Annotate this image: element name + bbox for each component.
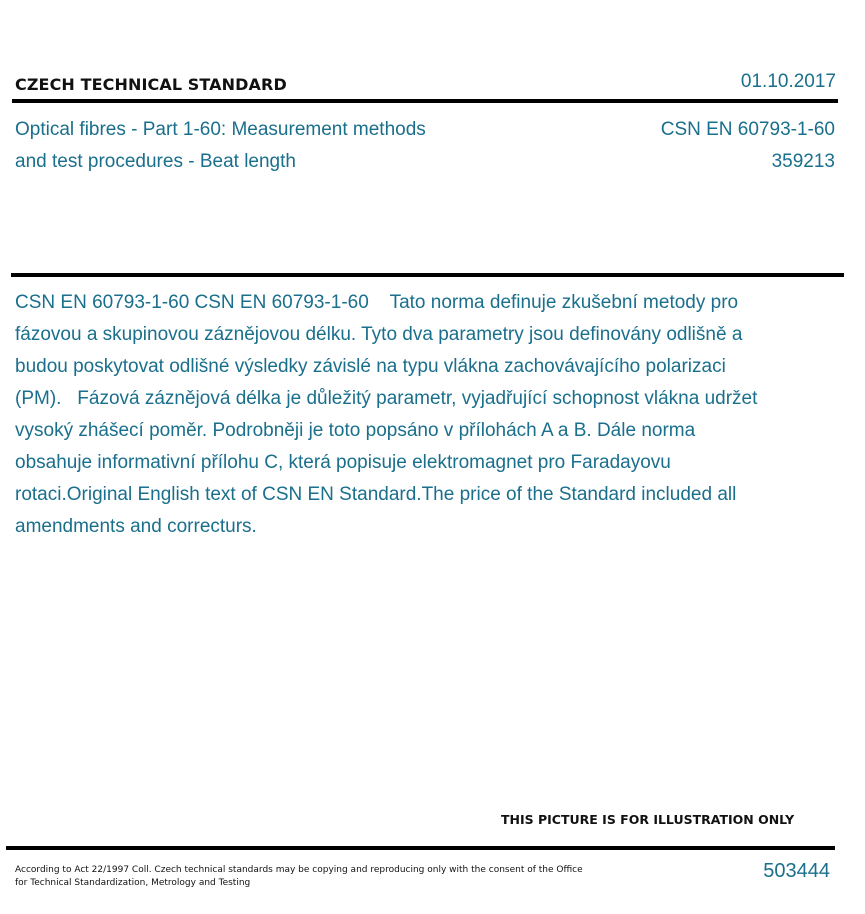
document-type-label: CZECH TECHNICAL STANDARD xyxy=(15,75,287,94)
legal-notice xyxy=(15,864,595,890)
publication-date: 01.10.2017 xyxy=(740,71,836,92)
standard-title-line-1: Optical fibres - Part 1-60: Measurement methods xyxy=(15,119,426,140)
illustration-disclaimer: THIS PICTURE IS FOR ILLUSTRATION ONLY xyxy=(501,812,795,827)
standard-title-line-2: and test procedures - Beat length xyxy=(15,151,296,172)
standard-code: CSN EN 60793-1-60 xyxy=(660,119,835,140)
legal-notice-line-1: According to Act 22/1997 Coll. Czech technical standards may be copying and reproducing only with the consent of the Office xyxy=(15,865,583,875)
standard-codes xyxy=(661,114,835,178)
standard-description: CSN EN 60793-1-60 CSN EN 60793-1-60 Tato norma definuje zkušební metody pro fázovou a skupinovou záznějovou délku. Tyto dva parametry jsou definovány odlišně a budou poskytovat odlišné výsledky závislé na typu vlákna zachovávajícího polarizaci (PM). Fázová záznějová délka je důležitý parametr, vyjadřující schopnost vlákna udržet vysoký zhášecí poměr. Podrobněji je toto popsáno v přílohách A a B. Dále norma obsahuje informativní přílohu C, která popisuje elektromagnet pro Faradayovu rotaci.Original English text of CSN EN Standard.The price of the Standard included all amendments and correcturs. xyxy=(15,292,763,537)
catalog-number: 359213 xyxy=(771,151,835,172)
top-divider xyxy=(12,99,838,103)
legal-notice-line-2: for Technical Standardization, Metrology and Testing xyxy=(15,878,251,888)
bottom-divider xyxy=(6,846,835,850)
middle-divider xyxy=(11,273,844,277)
document-id: 503444 xyxy=(763,860,830,882)
standard-title xyxy=(15,114,515,178)
